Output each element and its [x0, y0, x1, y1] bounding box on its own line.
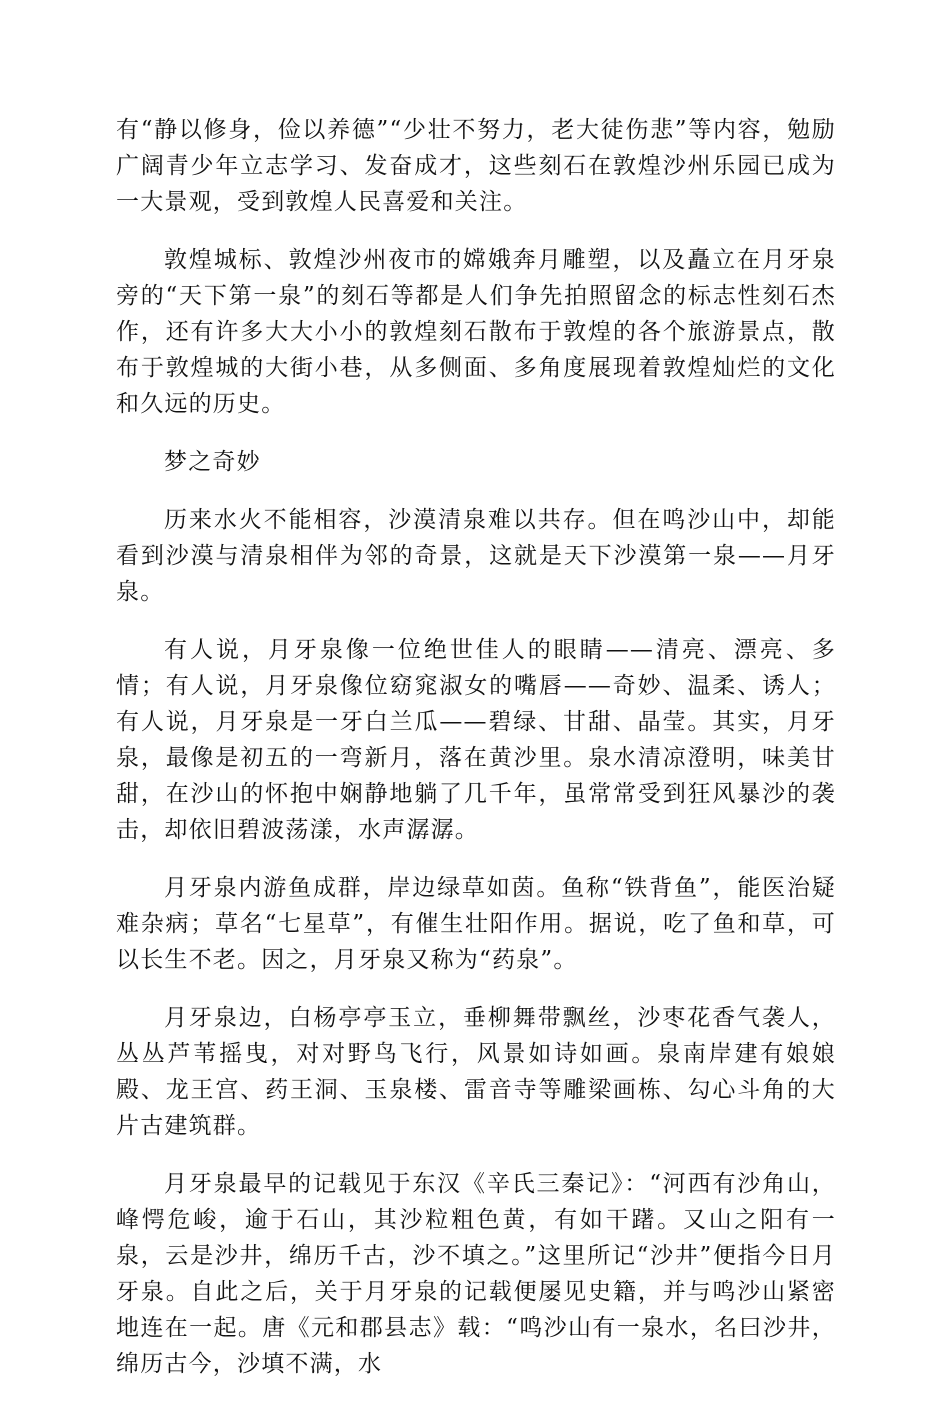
paragraph-4: 有人说，月牙泉像一位绝世佳人的眼睛——清亮、漂亮、多情；有人说，月牙泉像位窈窕淑女的嘴唇——奇妙、温柔、诱人；有人说，月牙泉是一牙白兰瓜——碧绿、甘甜、晶莹。其实，月牙泉，最像是初五的一弯新月，落在黄沙里。泉水清凉澄明，味美甘甜，在沙山的怀抱中娴静地躺了几千年，虽常常受到狂风暴沙的袭击，却依旧碧波荡漾，水声潺潺。 [116, 637, 836, 843]
paragraph-5: 月牙泉内游鱼成群，岸边绿草如茵。鱼称“铁背鱼”，能医治疑难杂病；草名“七星草”，有催生壮阳作用。据说，吃了鱼和草，可以长生不老。因之，月牙泉又称为“药泉”。 [116, 875, 836, 973]
paragraph-2: 敦煌城标、敦煌沙州夜市的嫦娥奔月雕塑，以及矗立在月牙泉旁的“天下第一泉”的刻石等都是人们争先拍照留念的标志性刻石杰作，还有许多大大小小的敦煌刻石散布于敦煌的各个旅游景点，散布于敦煌城的大街小巷，从多侧面、多角度展现着敦煌灿烂的文化和久远的历史。 [116, 247, 836, 417]
paragraph-3: 历来水火不能相容，沙漠清泉难以共存。但在鸣沙山中，却能看到沙漠与清泉相伴为邻的奇景，这就是天下沙漠第一泉——月牙泉。 [116, 507, 836, 605]
paragraph-7: 月牙泉最早的记载见于东汉《辛氏三秦记》：“河西有沙角山，峰愕危峻，逾于石山，其沙粒粗色黄，有如干躇。又山之阳有一泉，云是沙井，绵历千古，沙不填之。”这里所记“沙井”便指今日月牙泉。自此之后，关于月牙泉的记载便屡见史籍，并与鸣沙山紧密地连在一起。唐《元和郡县志》载：“鸣沙山有一泉水，名曰沙井，绵历古今，沙填不满，水 [116, 1171, 836, 1377]
document-body [116, 112, 836, 1404]
paragraph-1: 有“静以修身，俭以养德”“少壮不努力，老大徒伤悲”等内容，勉励广阔青少年立志学习、发奋成才，这些刻石在敦煌沙州乐园已成为一大景观，受到敦煌人民喜爱和关注。 [116, 117, 836, 215]
paragraph-6: 月牙泉边，白杨亭亭玉立，垂柳舞带飘丝，沙枣花香气袭人，丛丛芦苇摇曳，对对野鸟飞行，风景如诗如画。泉南岸建有娘娘殿、龙王宫、药王洞、玉泉楼、雷音寺等雕梁画栋、勾心斗角的大片古建筑群。 [116, 1005, 836, 1139]
section-heading: 梦之奇妙 [164, 449, 261, 475]
